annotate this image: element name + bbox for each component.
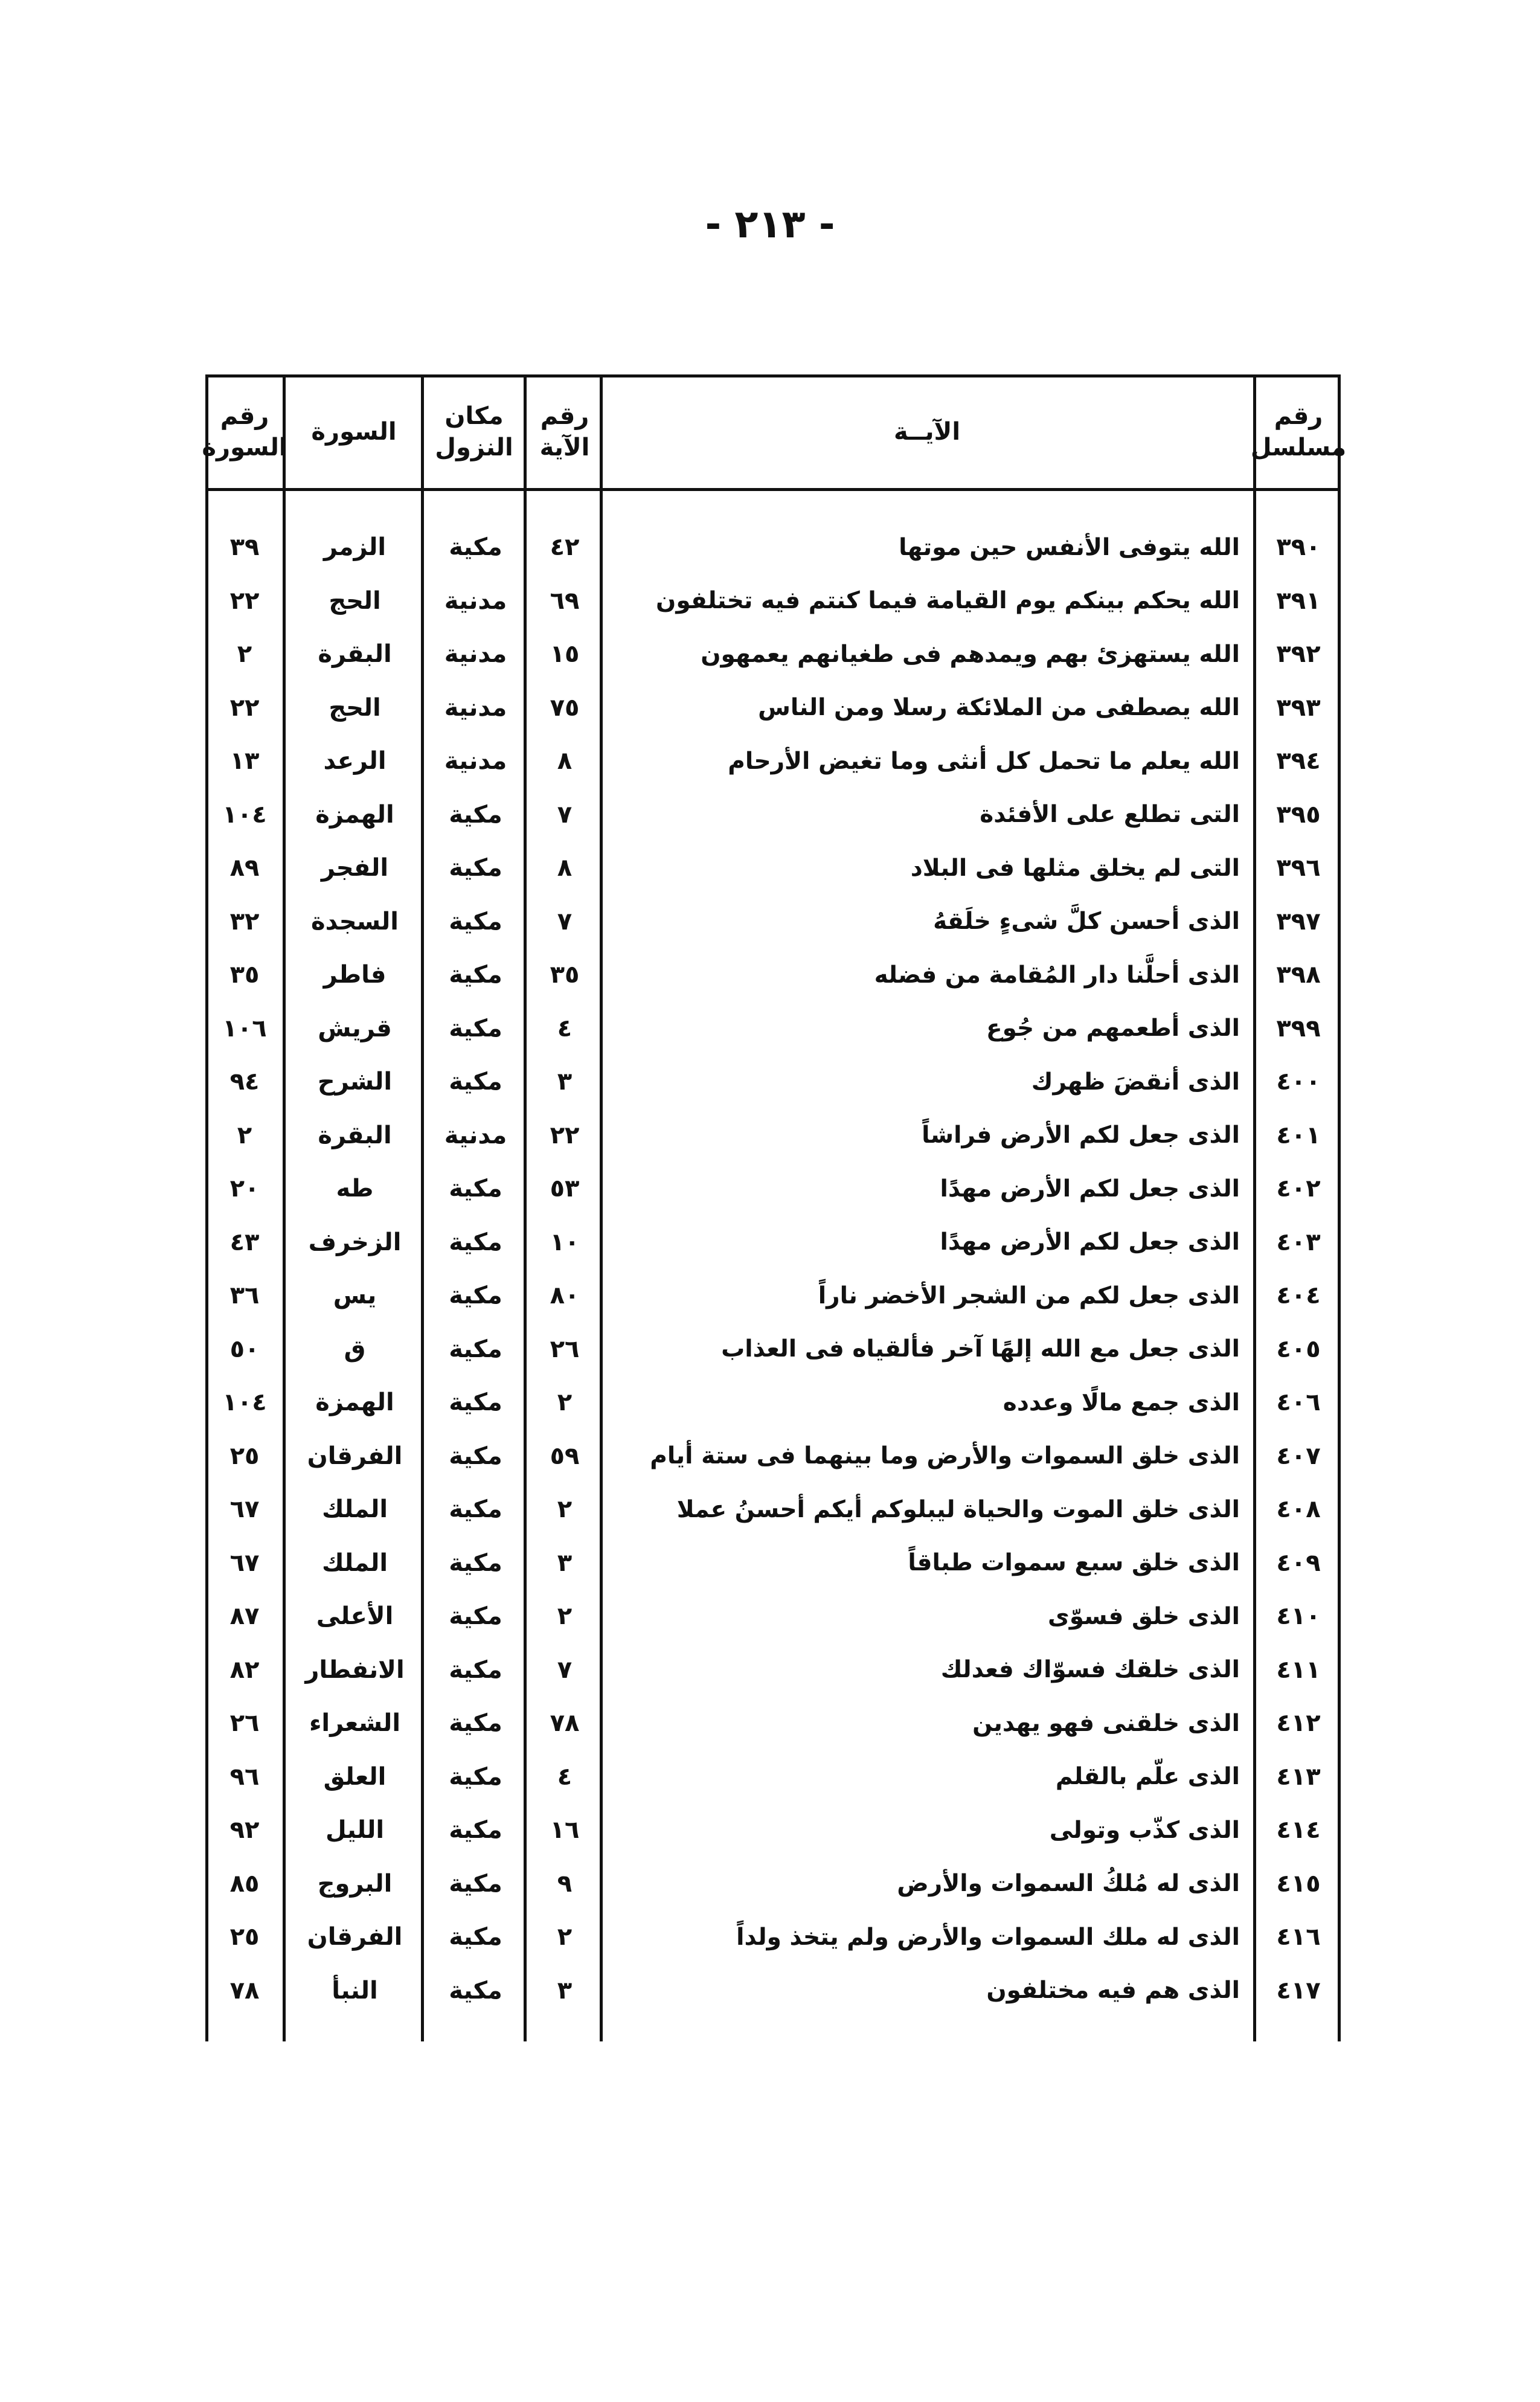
verse-text: الذى جعل مع الله إلهًا آخر فألقياه فى العذاب: [721, 1335, 1240, 1363]
verse-number: ٣: [557, 1549, 573, 1577]
revelation-place: مدنية: [444, 747, 507, 775]
revelation-place: مكية: [449, 1923, 502, 1951]
surah-name: طه: [336, 1175, 374, 1203]
revelation-place: مكية: [449, 1442, 502, 1470]
serial-number: ٤١٠: [1276, 1602, 1321, 1630]
table-row: [205, 948, 1341, 1001]
verse-text: الذى هم فيه مختلفون: [986, 1977, 1240, 2004]
surah-number: ٢٢: [229, 586, 260, 615]
serial-number: ٣٩٦: [1276, 854, 1321, 882]
surah-name: الليل: [325, 1816, 385, 1844]
verse-text: الذى جعل لكم الأرض مهدًا: [940, 1228, 1240, 1256]
surah-number: ١٠٦: [222, 1014, 267, 1042]
table-row: [205, 1376, 1341, 1429]
surah-name: العلق: [323, 1762, 387, 1791]
table-row: [205, 1269, 1341, 1322]
serial-number: ٣٩٩: [1276, 1014, 1321, 1042]
verse-text: الذى له مُلكُ السموات والأرض: [897, 1870, 1240, 1897]
table-row: [205, 1697, 1341, 1750]
surah-number: ٨٢: [229, 1655, 260, 1684]
verse-number: ٢٢: [550, 1121, 580, 1149]
serial-number: ٤٠٨: [1276, 1495, 1321, 1523]
verse-text: الذى علّم بالقلم: [1055, 1763, 1240, 1790]
verse-number: ٣: [557, 1976, 573, 2005]
header-surah: السورة: [311, 418, 397, 446]
surah-name: الفرقان: [307, 1923, 403, 1951]
header-verse-number: رقم الآية: [539, 402, 590, 461]
serial-number: ٣٩٢: [1276, 640, 1321, 668]
serial-number: ٤١٤: [1276, 1816, 1321, 1844]
verse-text: الله يعلم ما تحمل كل أنثى وما تغيض الأرحام: [728, 747, 1240, 775]
serial-number: ٤٠٩: [1276, 1549, 1321, 1577]
serial-number: ٣٩٠: [1276, 533, 1321, 561]
verse-number: ٨٠: [550, 1282, 580, 1309]
verse-number: ٧٨: [550, 1709, 580, 1737]
surah-number: ٣٥: [229, 961, 260, 989]
verse-text: الله يستهزئ بهم ويمدهم فى طغيانهم يعمهون: [701, 640, 1240, 668]
serial-number: ٣٩٧: [1276, 907, 1321, 936]
serial-number: ٤١٢: [1276, 1709, 1321, 1737]
revelation-place: مكية: [449, 1549, 502, 1577]
page-number: - ٢١٣ -: [705, 202, 835, 247]
table-row: [205, 521, 1341, 574]
surah-number: ٥٠: [229, 1335, 260, 1363]
verse-number: ١٥: [550, 640, 580, 668]
surah-name: البقرة: [318, 1121, 392, 1149]
table-row: [205, 1109, 1341, 1162]
verse-number: ٤٢: [550, 533, 580, 561]
verse-number: ٤: [557, 1762, 573, 1791]
surah-number: ٢٦: [229, 1709, 260, 1737]
surah-number: ٧٨: [229, 1976, 260, 2005]
surah-name: يس: [333, 1282, 377, 1309]
verse-text: الذى خلق فسوّى: [1047, 1602, 1240, 1630]
revelation-place: مكية: [449, 1495, 502, 1523]
table-row: [205, 1643, 1341, 1697]
verse-number: ١٠: [550, 1228, 580, 1256]
revelation-place: مكية: [449, 854, 502, 882]
serial-number: ٤١٥: [1276, 1869, 1321, 1898]
verse-text: الذى جعل لكم الأرض فراشاً: [922, 1122, 1240, 1149]
surah-name: الرعد: [323, 747, 387, 775]
serial-number: ٣٩٨: [1276, 961, 1321, 989]
verse-text: الذى خلق الموت والحياة ليبلوكم أيكم أحسنُ عملا: [676, 1495, 1240, 1523]
verse-text: الله يحكم بينكم يوم القيامة فيما كنتم فيه تختلفون: [656, 587, 1240, 614]
serial-number: ٤٠٦: [1276, 1389, 1321, 1416]
revelation-place: مدنية: [444, 693, 507, 722]
table-row: [205, 1750, 1341, 1803]
header-separator: [205, 488, 1341, 491]
table-row: [205, 1002, 1341, 1055]
surah-name: الملك: [321, 1495, 388, 1523]
verse-number: ١٦: [550, 1816, 580, 1844]
revelation-place: مكية: [449, 961, 502, 989]
serial-number: ٤١١: [1276, 1655, 1321, 1684]
surah-number: ٩٤: [229, 1068, 260, 1096]
revelation-place: مكية: [449, 1335, 502, 1363]
verse-text: الذى له ملك السموات والأرض ولم يتخذ ولداً: [736, 1923, 1240, 1951]
surah-name: الشعراء: [309, 1709, 401, 1737]
revelation-place: مدنية: [444, 1121, 507, 1149]
surah-number: ٢٥: [229, 1923, 260, 1951]
surah-number: ٨٥: [229, 1869, 260, 1898]
revelation-place: مكية: [449, 1602, 502, 1630]
verse-number: ٨: [557, 747, 573, 775]
surah-name: الهمزة: [315, 800, 394, 829]
serial-number: ٤١٦: [1276, 1923, 1321, 1951]
verse-number: ٥٣: [550, 1175, 580, 1203]
verse-number: ٢: [557, 1602, 573, 1630]
surah-name: السجدة: [311, 907, 399, 936]
table-row: [205, 1323, 1341, 1376]
revelation-place: مكية: [449, 1175, 502, 1203]
serial-number: ٤٠٤: [1276, 1282, 1321, 1309]
verse-number: ٧٥: [550, 693, 580, 722]
verse-text: الذى أحلَّنا دار المُقامة من فضله: [874, 961, 1240, 989]
verse-text: الذى خلقنى فهو يهدين: [972, 1709, 1240, 1737]
verse-number: ٨: [557, 854, 573, 882]
surah-name: الملك: [321, 1549, 388, 1577]
verse-number: ٢: [557, 1495, 573, 1523]
serial-number: ٣٩٣: [1276, 693, 1321, 722]
revelation-place: مكية: [449, 1762, 502, 1791]
index-table: [202, 374, 1347, 2041]
verse-text: الله يتوفى الأنفس حين موتها: [899, 533, 1240, 561]
serial-number: ٤١٣: [1276, 1762, 1321, 1791]
verse-number: ٦٩: [550, 586, 580, 615]
revelation-place: مدنية: [444, 586, 507, 615]
revelation-place: مكية: [449, 1014, 502, 1042]
revelation-place: مكية: [449, 1068, 502, 1096]
revelation-place: مكية: [449, 1282, 502, 1309]
surah-name: الزخرف: [308, 1228, 402, 1256]
revelation-place: مكية: [449, 533, 502, 561]
verse-text: الذى أنقضَ ظهرك: [1031, 1068, 1240, 1096]
table-row: [205, 1803, 1341, 1857]
surah-number: ٤٣: [229, 1228, 260, 1256]
surah-number: ٢: [237, 640, 252, 668]
revelation-place: مكية: [449, 1709, 502, 1737]
table-row: [205, 1964, 1341, 2017]
table-row: [205, 734, 1341, 788]
revelation-place: مكية: [449, 800, 502, 829]
surah-name: الفرقان: [307, 1442, 403, 1470]
surah-number: ٢٢: [229, 693, 260, 722]
table-row: [205, 1537, 1341, 1590]
verse-text: الذى أحسن كلَّ شىءٍ خلَقهُ: [933, 908, 1240, 935]
revelation-place: مكية: [449, 1869, 502, 1898]
table-row: [205, 574, 1341, 628]
verse-text: الذى جعل لكم الأرض مهدًا: [940, 1175, 1240, 1203]
header-surah-number: رقم السورة: [202, 402, 287, 461]
serial-number: ٤٠٥: [1276, 1335, 1321, 1363]
surah-number: ٩٦: [229, 1762, 260, 1791]
surah-number: ٣٢: [229, 907, 260, 936]
verse-number: ٢: [557, 1923, 573, 1951]
verse-number: ٩: [557, 1869, 573, 1898]
serial-number: ٣٩٥: [1276, 800, 1321, 829]
serial-number: ٤١٧: [1276, 1976, 1321, 2005]
surah-number: ٢٠: [229, 1175, 260, 1203]
verse-text: الذى جعل لكم من الشجر الأخضر ناراً: [818, 1282, 1240, 1309]
verse-number: ٧: [557, 1655, 573, 1684]
surah-number: ٩٢: [229, 1816, 260, 1844]
revelation-place: مكية: [449, 1389, 502, 1416]
table-row: [205, 628, 1341, 681]
revelation-place: مكية: [449, 1655, 502, 1684]
verse-number: ٧: [557, 907, 573, 936]
revelation-place: مكية: [449, 1228, 502, 1256]
surah-name: الزمر: [323, 533, 387, 561]
verse-text: الله يصطفى من الملائكة رسلا ومن الناس: [758, 694, 1240, 721]
table-row: [205, 1162, 1341, 1215]
surah-name: الأعلى: [316, 1602, 394, 1630]
surah-name: الهمزة: [315, 1389, 394, 1416]
table-row: [205, 1910, 1341, 1964]
surah-number: ١٠٤: [222, 800, 267, 829]
verse-number: ٢٦: [550, 1335, 580, 1363]
surah-number: ٢: [237, 1121, 252, 1149]
surah-name: الحج: [329, 586, 381, 615]
surah-number: ٢٥: [229, 1442, 260, 1470]
table-row: [205, 1483, 1341, 1536]
surah-number: ١٠٤: [222, 1389, 267, 1416]
verse-text: الذى خلق السموات والأرض وما بينهما فى ستة أيام: [650, 1442, 1240, 1469]
surah-number: ٣٩: [229, 533, 260, 561]
surah-number: ٦٧: [229, 1549, 260, 1577]
table-row: [205, 681, 1341, 734]
surah-name: فاطر: [323, 961, 387, 989]
surah-name: الفجر: [321, 854, 389, 882]
verse-text: الذى جمع مالًا وعدده: [1003, 1389, 1240, 1416]
verse-number: ٤: [557, 1014, 573, 1042]
table-top-border: [205, 374, 1341, 377]
revelation-place: مكية: [449, 1976, 502, 2005]
header-place: مكان النزول: [435, 402, 513, 461]
surah-name: الحج: [329, 693, 381, 722]
revelation-place: مكية: [449, 907, 502, 936]
serial-number: ٣٩١: [1276, 586, 1321, 615]
serial-number: ٤٠٣: [1276, 1228, 1321, 1256]
surah-name: ق: [344, 1335, 366, 1363]
surah-number: ٦٧: [229, 1495, 260, 1523]
surah-number: ٣٦: [229, 1282, 260, 1309]
serial-number: ٤٠٧: [1276, 1442, 1321, 1470]
header-serial: رقم مسلسل: [1250, 402, 1347, 461]
verse-number: ٢: [557, 1389, 573, 1416]
surah-name: الانفطار: [305, 1655, 405, 1684]
serial-number: ٤٠٠: [1276, 1068, 1321, 1096]
surah-name: قريش: [318, 1014, 392, 1042]
surah-number: ٨٩: [229, 854, 260, 882]
table-row: [205, 1590, 1341, 1643]
verse-text: التى تطلع على الأفئدة: [980, 801, 1240, 828]
verse-number: ٥٩: [550, 1442, 580, 1470]
table-row: [205, 841, 1341, 894]
verse-text: الذى كذّب وتولى: [1049, 1816, 1240, 1844]
serial-number: ٣٩٤: [1276, 747, 1321, 775]
revelation-place: مكية: [449, 1816, 502, 1844]
verse-text: الذى خلق سبع سموات طباقاً: [908, 1549, 1240, 1576]
serial-number: ٤٠٢: [1276, 1175, 1321, 1203]
surah-name: النبأ: [332, 1976, 378, 2005]
table-row: [205, 1055, 1341, 1108]
verse-number: ٣: [557, 1068, 573, 1096]
surah-number: ٨٧: [229, 1602, 260, 1630]
verse-number: ٧: [557, 800, 573, 829]
surah-name: البروج: [317, 1869, 393, 1898]
table-row: [205, 1857, 1341, 1910]
verse-text: التى لم يخلق مثلها فى البلاد: [910, 854, 1240, 882]
verse-text: الذى خلقك فسوّاك فعدلك: [940, 1656, 1240, 1683]
serial-number: ٤٠١: [1276, 1121, 1321, 1149]
revelation-place: مدنية: [444, 640, 507, 668]
verse-text: الذى أطعمهم من جُوع: [986, 1015, 1240, 1042]
header-verse: الآيــة: [893, 418, 961, 446]
table-row: [205, 895, 1341, 948]
surah-name: البقرة: [318, 640, 392, 668]
surah-number: ١٣: [229, 747, 260, 775]
table-row: [205, 1430, 1341, 1483]
verse-number: ٣٥: [550, 961, 580, 989]
surah-name: الشرح: [317, 1068, 393, 1096]
table-row: [205, 1216, 1341, 1269]
table-row: [205, 788, 1341, 841]
